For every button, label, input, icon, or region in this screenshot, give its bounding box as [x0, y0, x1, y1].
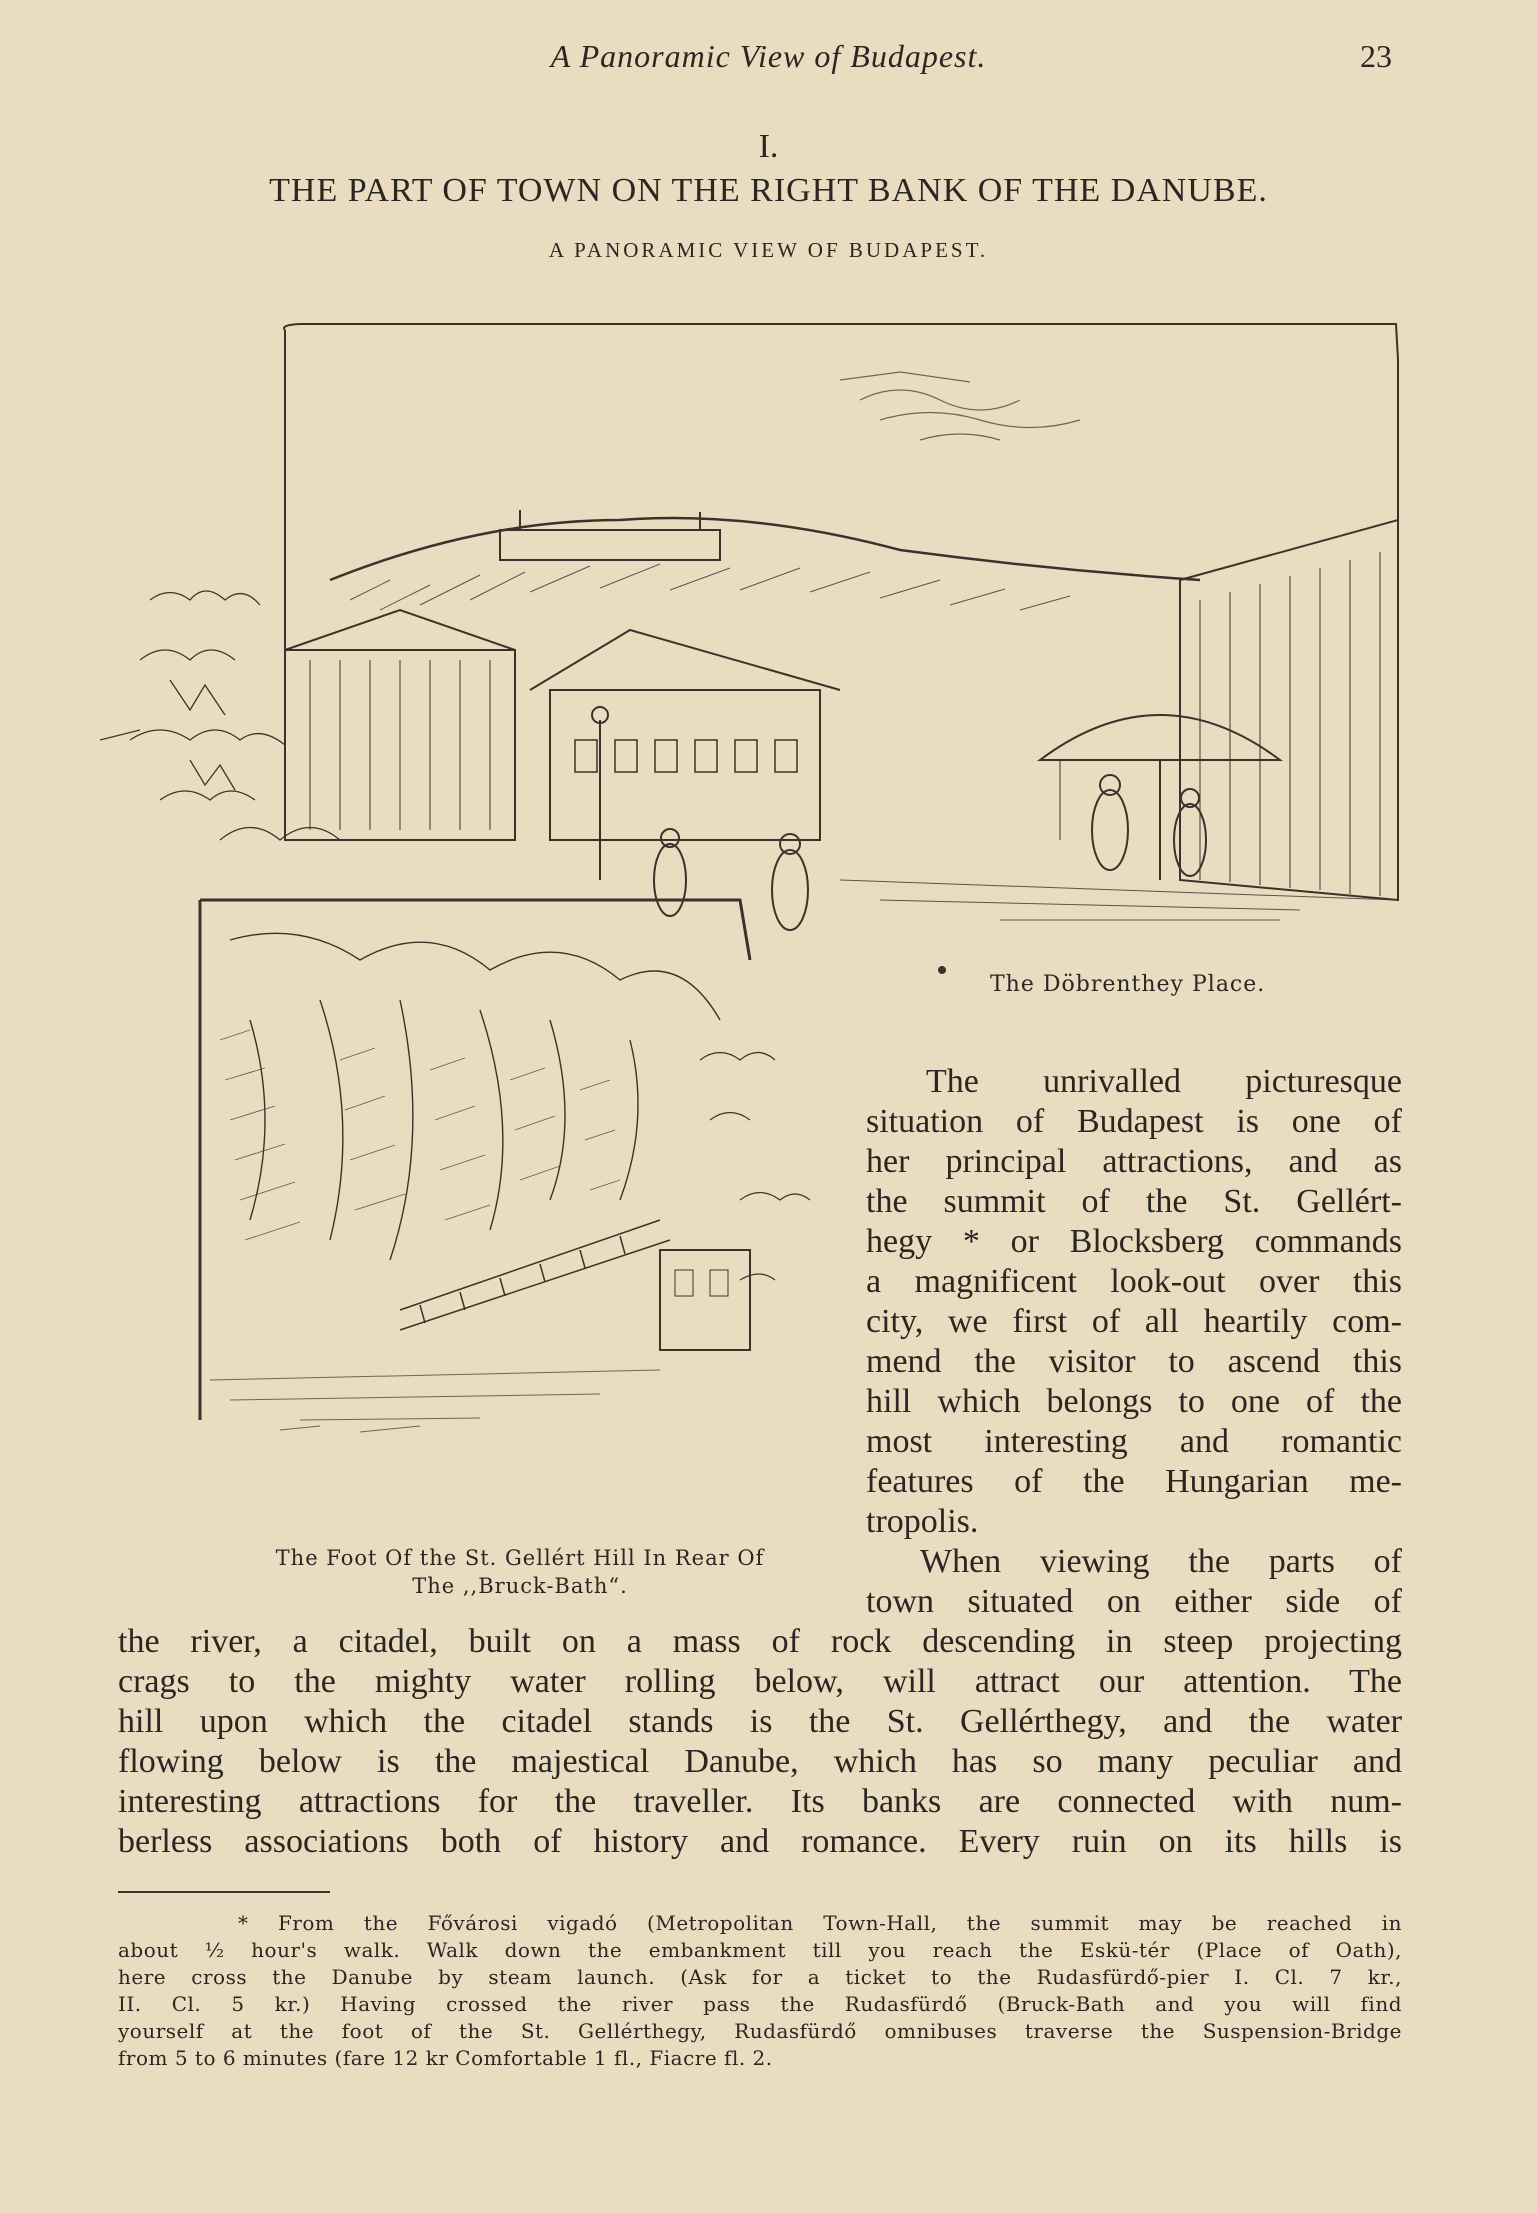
body-line: a magnificent look-out over this — [866, 1263, 1402, 1300]
body-line: interesting attractions for the traveller. Its banks are connected with num- — [118, 1783, 1402, 1820]
caption-upper-illustration: The Döbrenthey Place. — [990, 972, 1266, 997]
body-line: When viewing the parts of — [920, 1543, 1402, 1580]
footnote-line: about ½ hour's walk. Walk down the embankment till you reach the Eskü-tér (Place of Oath), — [118, 1938, 1402, 1962]
running-head: A Panoramic View of Budapest. — [550, 38, 987, 74]
body-line: crags to the mighty water rolling below, will attract our attention. The — [118, 1663, 1402, 1700]
body-line: mend the visitor to ascend this — [866, 1343, 1402, 1380]
body-line: hill which belongs to one of the — [866, 1383, 1402, 1420]
body-line: features of the Hungarian me- — [866, 1463, 1402, 1500]
caption-lower-line-1: The Foot Of the St. Gellért Hill In Rear Of — [275, 1546, 765, 1570]
body-line: most interesting and romantic — [866, 1423, 1402, 1460]
body-line: town situated on either side of — [866, 1583, 1402, 1620]
body-line: the river, a citadel, built on a mass of rock descending in steep projecting — [118, 1623, 1402, 1660]
body-line: hill upon which the citadel stands is the St. Gellérthegy, and the water — [118, 1703, 1402, 1740]
footnote-line: here cross the Danube by steam launch. (Ask for a ticket to the Rudasfürdő-pier I. Cl. 7 kr., — [118, 1965, 1402, 1989]
footnote-rule — [118, 1891, 330, 1893]
body-line: situation of Budapest is one of — [866, 1103, 1402, 1140]
section-number: I. — [758, 128, 779, 165]
footnote-line: II. Cl. 5 kr.) Having crossed the river pass the Rudasfürdő (Bruck-Bath and you will find — [118, 1992, 1402, 2016]
body-line: flowing below is the majestical Danube, which has so many peculiar and — [118, 1743, 1402, 1780]
body-line: the summit of the St. Gellért- — [866, 1183, 1402, 1220]
caption-lower-line-2: The ,,Bruck-Bath“. — [412, 1574, 628, 1598]
caption-lower-illustration — [200, 1544, 840, 1600]
body-line: hegy * or Blocksberg commands — [866, 1223, 1402, 1260]
body-line: her principal attractions, and as — [866, 1143, 1402, 1180]
footnote-line: from 5 to 6 minutes (fare 12 kr Comfortable 1 fl., Fiacre fl. 2. — [118, 2046, 773, 2070]
body-line: berless associations both of history and romance. Every ruin on its hills is — [118, 1823, 1402, 1860]
chapter-title: THE PART OF TOWN ON THE RIGHT BANK OF THE DANUBE. — [269, 172, 1268, 209]
body-line: tropolis. — [866, 1503, 979, 1540]
page-number: 23 — [1360, 38, 1392, 74]
body-line: city, we first of all heartily com- — [866, 1303, 1402, 1340]
body-line: The unrivalled picturesque — [926, 1063, 1402, 1100]
subtitle: A PANORAMIC VIEW OF BUDAPEST. — [548, 238, 989, 262]
footnote-line: * From the Fővárosi vigadó (Metropolitan Town-Hall, the summit may be reached in — [238, 1911, 1402, 1935]
footnote-line: yourself at the foot of the St. Gellérthegy, Rudasfürdő omnibuses traverse the Suspension-Bridge — [118, 2019, 1402, 2043]
